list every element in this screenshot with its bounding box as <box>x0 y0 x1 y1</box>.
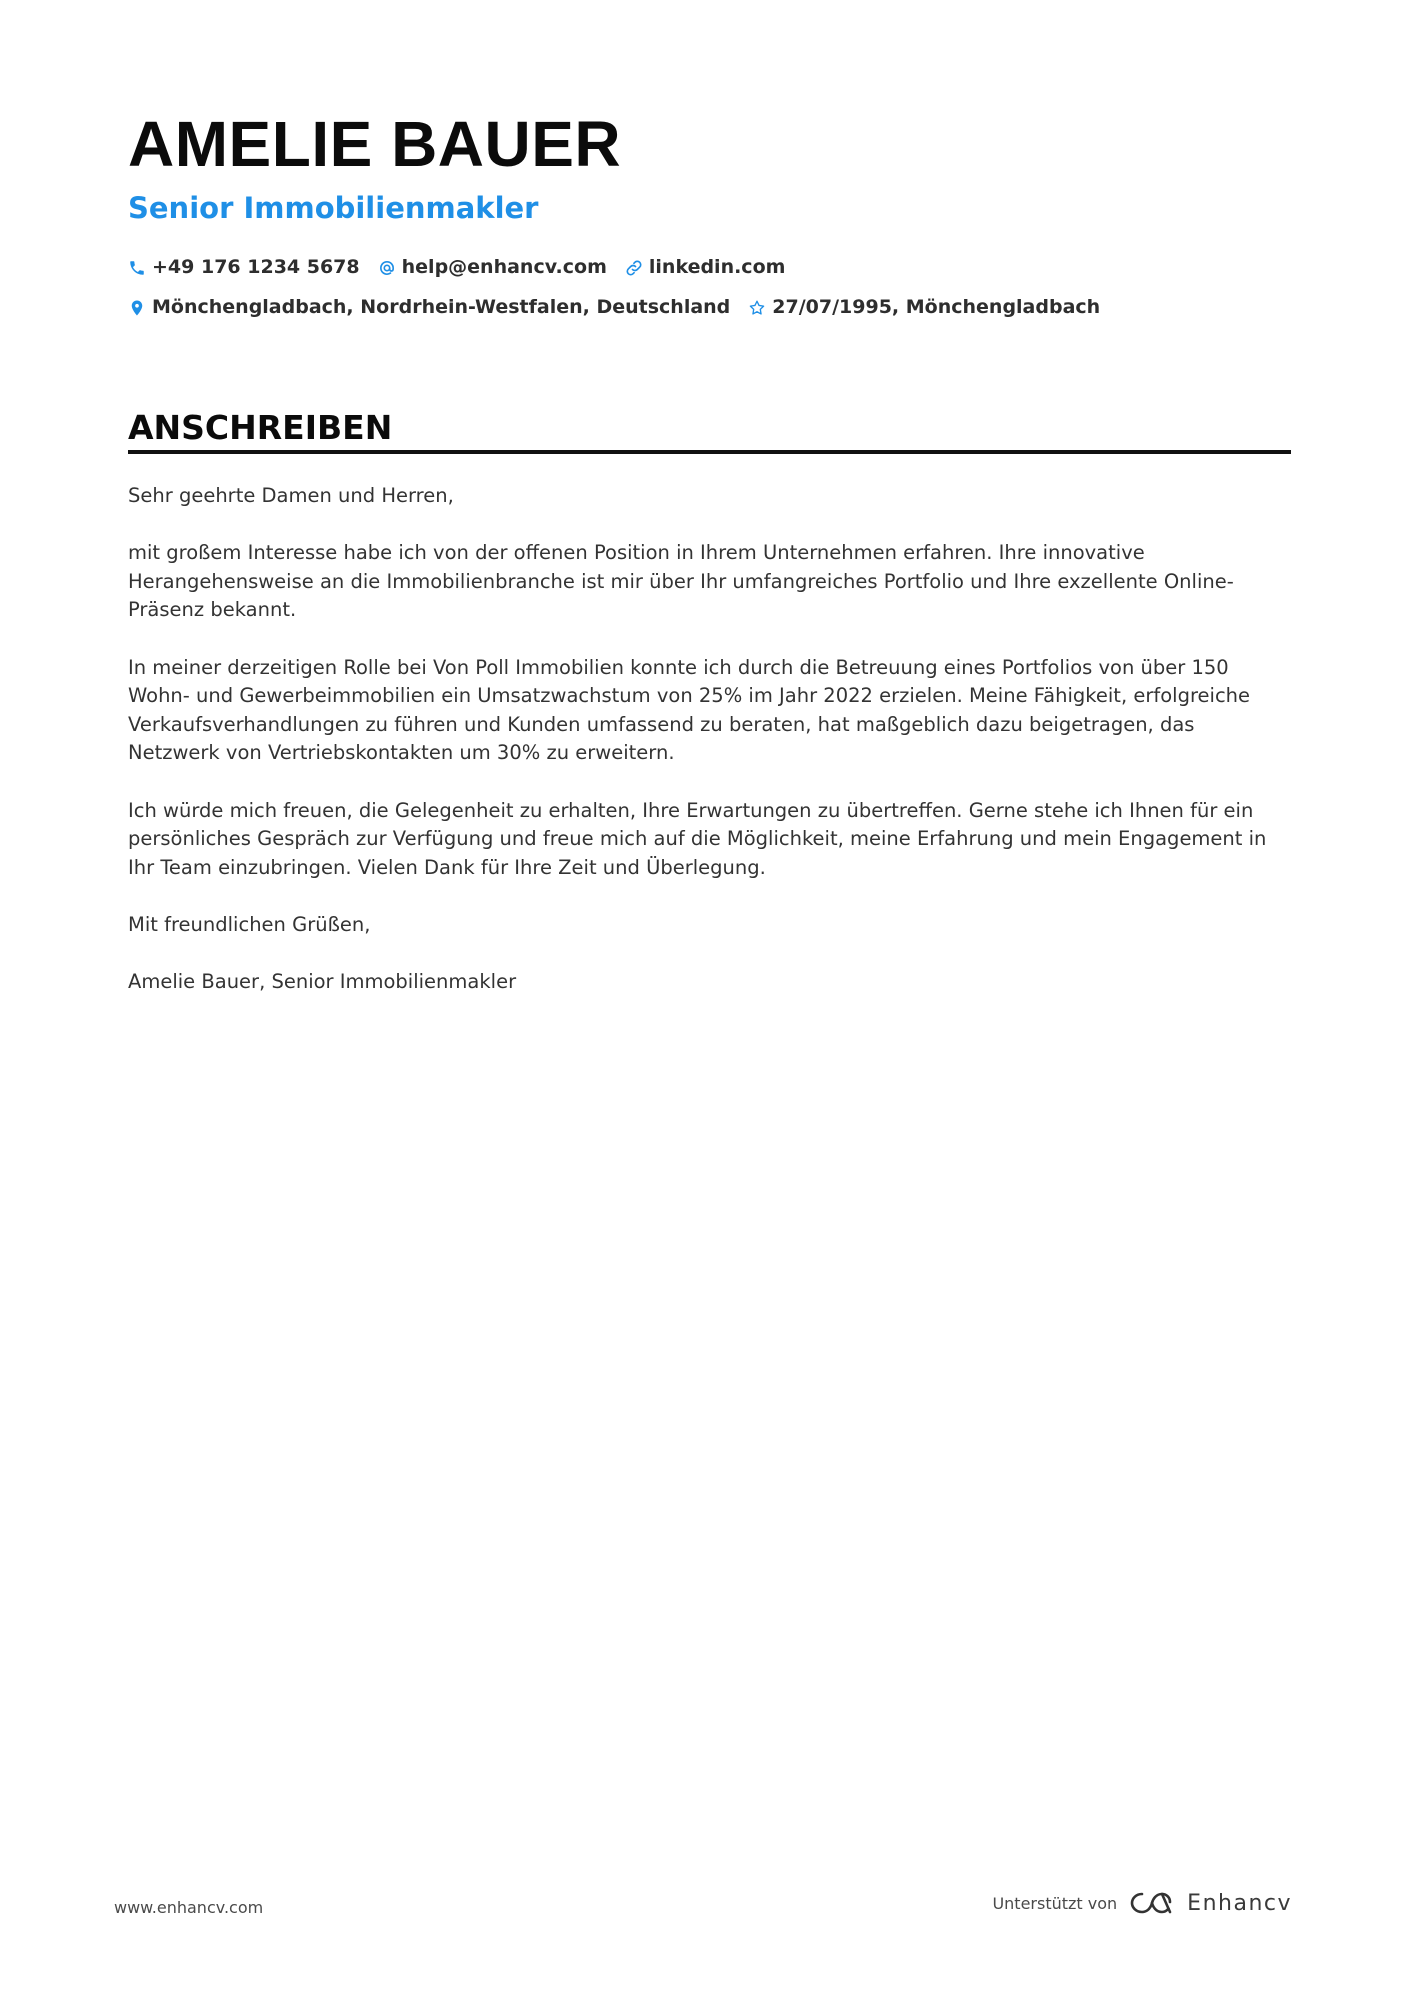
linkedin-text: linkedin.com <box>648 256 786 278</box>
footer-website[interactable]: www.enhancv.com <box>114 1898 264 1917</box>
contact-row-2 <box>128 298 1118 317</box>
letter-paragraph: Ich würde mich freuen, die Gelegenheit zu erhalten, Ihre Erwartungen zu übertreffen. Gerne stehe ich Ihnen für ein persönliches Gespräch zur Verfügung und freue mich auf die Möglichkeit, meine Erfahrung und mein Engagement in Ihr Team einzubringen. Vielen Dank für Ihre Zeit und Überlegung. <box>128 798 1267 879</box>
location-pin-icon <box>128 299 146 317</box>
birth-text: 27/07/1995, Mönchengladbach <box>772 296 1101 318</box>
contact-email[interactable] <box>378 258 607 277</box>
signature: Amelie Bauer, Senior Immobilienmakler <box>128 970 517 994</box>
phone-text: +49 176 1234 5678 <box>152 256 360 278</box>
contact-phone <box>128 258 360 277</box>
star-icon <box>748 299 766 317</box>
at-icon <box>378 259 396 277</box>
section-title: ANSCHREIBEN <box>128 408 393 447</box>
section-divider <box>128 450 1291 454</box>
closing: Mit freundlichen Grüßen, <box>128 912 371 936</box>
location-text: Mönchengladbach, Nordrhein-Westfalen, Deutschland <box>152 296 731 318</box>
salutation: Sehr geehrte Damen und Herren, <box>128 484 454 507</box>
letter-paragraph: mit großem Interesse habe ich von der offenen Position in Ihrem Unternehmen erfahren. Ihre innovative Herangehensweise an die Immobilienbranche ist mir über Ihr umfangreiches Portfolio und Ihre exzellente Online-Präsenz bekannt. <box>128 541 1234 622</box>
email-text: help@enhancv.com <box>401 256 607 278</box>
phone-icon <box>128 259 146 277</box>
powered-by-label: Unterstützt von <box>992 1893 1118 1913</box>
contact-birth <box>748 298 1100 317</box>
footer-branding[interactable] <box>992 1890 1292 1916</box>
link-icon <box>625 259 643 277</box>
brand-name: Enhancv <box>1187 1890 1292 1916</box>
letter-body <box>128 482 1291 1025</box>
contact-location <box>128 298 730 317</box>
enhancv-logo-icon <box>1129 1890 1175 1916</box>
contact-linkedin[interactable] <box>625 258 786 277</box>
candidate-name: AMELIE BAUER <box>128 108 622 180</box>
contact-row-1 <box>128 258 803 277</box>
job-title: Senior Immobilienmakler <box>128 191 539 225</box>
letter-paragraph: In meiner derzeitigen Rolle bei Von Poll Immobilien konnte ich durch die Betreuung eines Portfolios von über 150 Wohn- und Gewerbeimmobilien ein Umsatzwachstum von 25% im Jahr 2022 erzielen. Meine Fähigkeit, erfolgreiche Verkaufsverhandlungen zu führen und Kunden umfassend zu beraten, hat maßgeblich dazu beigetragen, das Netzwerk von Vertriebskontakten um 30% zu erweitern. <box>128 655 1251 765</box>
